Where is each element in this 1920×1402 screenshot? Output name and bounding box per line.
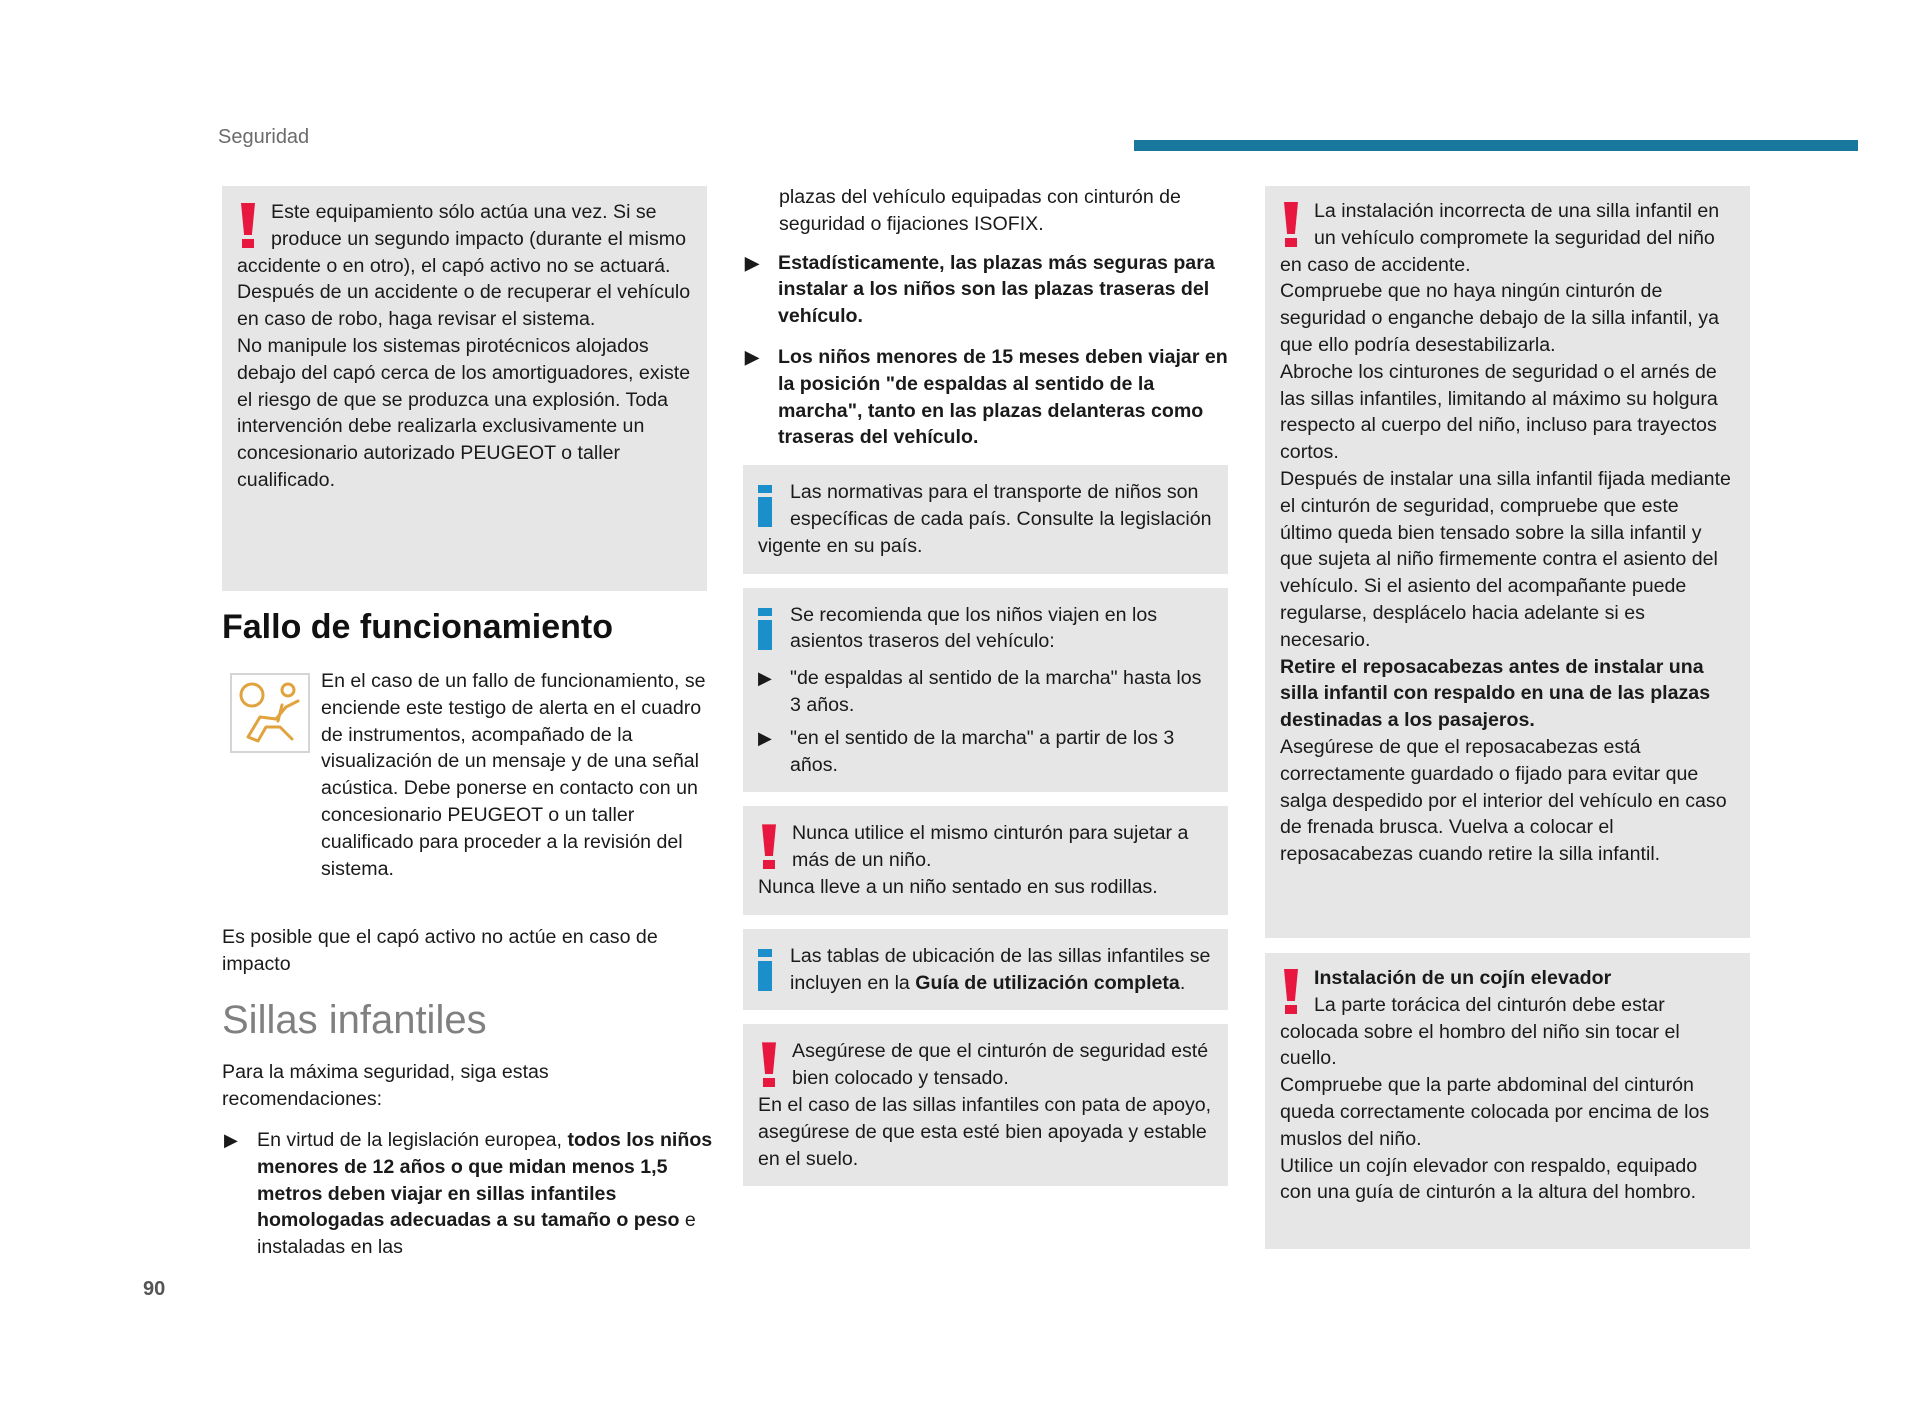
section-accent-bar	[1134, 140, 1858, 151]
warning-text: Asegúrese de que el cinturón de seguridad esté bien colocado y tensado.	[792, 1040, 1209, 1090]
warning-box-active-bonnet	[222, 186, 707, 591]
warning-text: La instalación incorrecta de una silla infantil en un vehículo compromete la seguridad del niño en caso de accidente.	[1280, 200, 1720, 276]
warning-text: Después de instalar una silla infantil fijada mediante el cinturón de seguridad, compruebe que este último queda bien tensado sobre la silla infantil y que sujeta al niño firmemente contra el asiento del vehículo. Si el asiento del acompañante puede regularse, desplácelo hacia adelante si es necesario.	[1280, 467, 1731, 651]
warning-exclamation-icon	[760, 824, 778, 870]
warning-title: Instalación de un cojín elevador	[1314, 967, 1612, 989]
arrow-bullet-icon: ▶	[758, 668, 772, 689]
warning-exclamation-icon	[1282, 969, 1300, 1015]
warning-text: Nunca utilice el mismo cinturón para sujetar a más de un niño.	[792, 822, 1189, 872]
bullet-item	[224, 1127, 732, 1261]
arrow-bullet-icon: ▶	[224, 1130, 238, 1150]
bullet-item	[758, 725, 1212, 779]
warning-box-booster-cushion	[1265, 953, 1750, 1249]
bullet-text: e instaladas en las	[257, 1209, 696, 1259]
malfunction-heading: Fallo de funcionamiento	[222, 608, 614, 646]
info-text-part: Las tablas de ubicación de las sillas infantiles se incluyen en la	[790, 944, 1211, 994]
arrow-bullet-icon: ▶	[758, 727, 772, 748]
bullet-text: "de espaldas al sentido de la marcha" hasta los 3 años.	[790, 667, 1202, 716]
warning-exclamation-icon	[1282, 202, 1300, 248]
malfunction-text: En el caso de un fallo de funcionamiento, se enciende este testigo de alerta en el cuadro de instrumentos, acompañado de la visualización de un mensaje y de una señal acústica. Debe ponerse en contacto con un concesionario PEUGEOT o un taller cualificado para proceder a la revisión del sistema.	[321, 670, 706, 880]
warning-exclamation-icon	[760, 1042, 778, 1088]
info-icon	[758, 949, 774, 991]
warning-bold-text: Retire el reposacabezas antes de instalar una silla infantil con respaldo en una de las plazas destinadas a los pasajeros.	[1280, 655, 1711, 732]
bullet-continuation: plazas del vehículo equipadas con cinturón de seguridad o fijaciones ISOFIX.	[779, 186, 1181, 235]
warning-box-installation	[1265, 186, 1750, 938]
bullet-item	[758, 665, 1212, 719]
bullet-bold-text: todos los niños menores de 12 años o que midan menos 1,5 metros deben viajar en sillas infantiles homologadas adecuadas a su tamaño o peso	[257, 1129, 713, 1232]
airbag-warning-lamp-icon	[230, 673, 310, 753]
warning-box-tensioned	[743, 1024, 1228, 1186]
info-box-tables	[743, 929, 1228, 1011]
warning-text: Asegúrese de que el reposacabezas está correctamente guardado o fijado para evitar que salga despedido por el interior del vehículo en caso de frenada brusca. Vuelva a colocar el reposacabezas cuando retire la silla infantil.	[1280, 735, 1727, 866]
child-seats-heading: Sillas infantiles	[222, 998, 487, 1042]
warning-text: Compruebe que la parte abdominal del cinturón queda correctamente colocada por encima de los muslos del niño.	[1280, 1074, 1710, 1150]
warning-exclamation-icon	[239, 203, 257, 249]
arrow-bullet-icon: ▶	[745, 252, 759, 273]
page-number: 90	[143, 1278, 166, 1300]
info-text-part: .	[1179, 971, 1186, 994]
info-icon	[758, 608, 774, 650]
warning-text: Después de un accidente o de recuperar el vehículo en caso de robo, haga revisar el sistema.	[237, 281, 691, 331]
bullet-text: En virtud de la legislación europea,	[257, 1129, 568, 1151]
bullet-item	[745, 344, 1228, 451]
warning-text: Este equipamiento sólo actúa una vez. Si se produce un segundo impacto (durante el mismo accidente o en otro), el capó activo no se actuará.	[237, 201, 686, 277]
info-text: Se recomienda que los niños viajen en los asientos traseros del vehículo:	[790, 603, 1158, 653]
warning-text: La parte torácica del cinturón debe estar colocada sobre el hombro del niño sin tocar el cuello.	[1280, 993, 1680, 1070]
warning-box-belt	[743, 806, 1228, 914]
info-box-regulations	[743, 465, 1228, 573]
guide-reference: Guía de utilización completa	[915, 971, 1180, 994]
middle-column	[743, 184, 1228, 1186]
warning-text: Nunca lleve a un niño sentado en sus rodillas.	[758, 875, 1158, 898]
info-text	[758, 943, 1212, 997]
warning-text: Abroche los cinturones de seguridad o el arnés de las sillas infantiles, limitando al máximo su holgura respecto al cuerpo del niño, incluso para trayectos cortos.	[1280, 360, 1718, 464]
bullet-item	[745, 250, 1228, 330]
warning-text: Compruebe que no haya ningún cinturón de seguridad o enganche debajo de la silla infantil, ya que ello podría desestabilizarla.	[1280, 280, 1719, 356]
warning-text: En el caso de las sillas infantiles con pata de apoyo, asegúrese de que esta esté bien apoyada y estable en el suelo.	[758, 1093, 1212, 1170]
bullet-text: "en el sentido de la marcha" a partir de los 3 años.	[790, 726, 1175, 776]
malfunction-note: Es posible que el capó activo no actúe en caso de impacto	[222, 926, 658, 975]
info-icon	[758, 485, 774, 527]
info-box-rear-seats	[743, 588, 1228, 793]
warning-text: No manipule los sistemas pirotécnicos alojados debajo del capó cerca de los amortiguadores, existe el riesgo de que se produzca una explosión. Toda intervención debe realizarla exclusivamente un concesionario autorizado PEUGEOT o taller cualificado.	[237, 334, 691, 491]
info-text: Las normativas para el transporte de niños son específicas de cada país. Consulte la legislación vigente en su país.	[758, 481, 1212, 557]
bullet-text: Estadísticamente, las plazas más seguras para instalar a los niños son las plazas traseras del vehículo.	[778, 251, 1215, 328]
bullet-text: Los niños menores de 15 meses deben viajar en la posición "de espaldas al sentido de la marcha", tanto en las plazas delanteras como traseras del vehículo.	[778, 345, 1228, 449]
arrow-bullet-icon: ▶	[745, 346, 759, 367]
child-seats-intro: Para la máxima seguridad, siga estas recomendaciones:	[222, 1061, 549, 1110]
warning-text: Utilice un cojín elevador con respaldo, equipado con una guía de cinturón a la altura del hombro.	[1280, 1154, 1698, 1204]
section-label: Seguridad	[218, 126, 310, 148]
